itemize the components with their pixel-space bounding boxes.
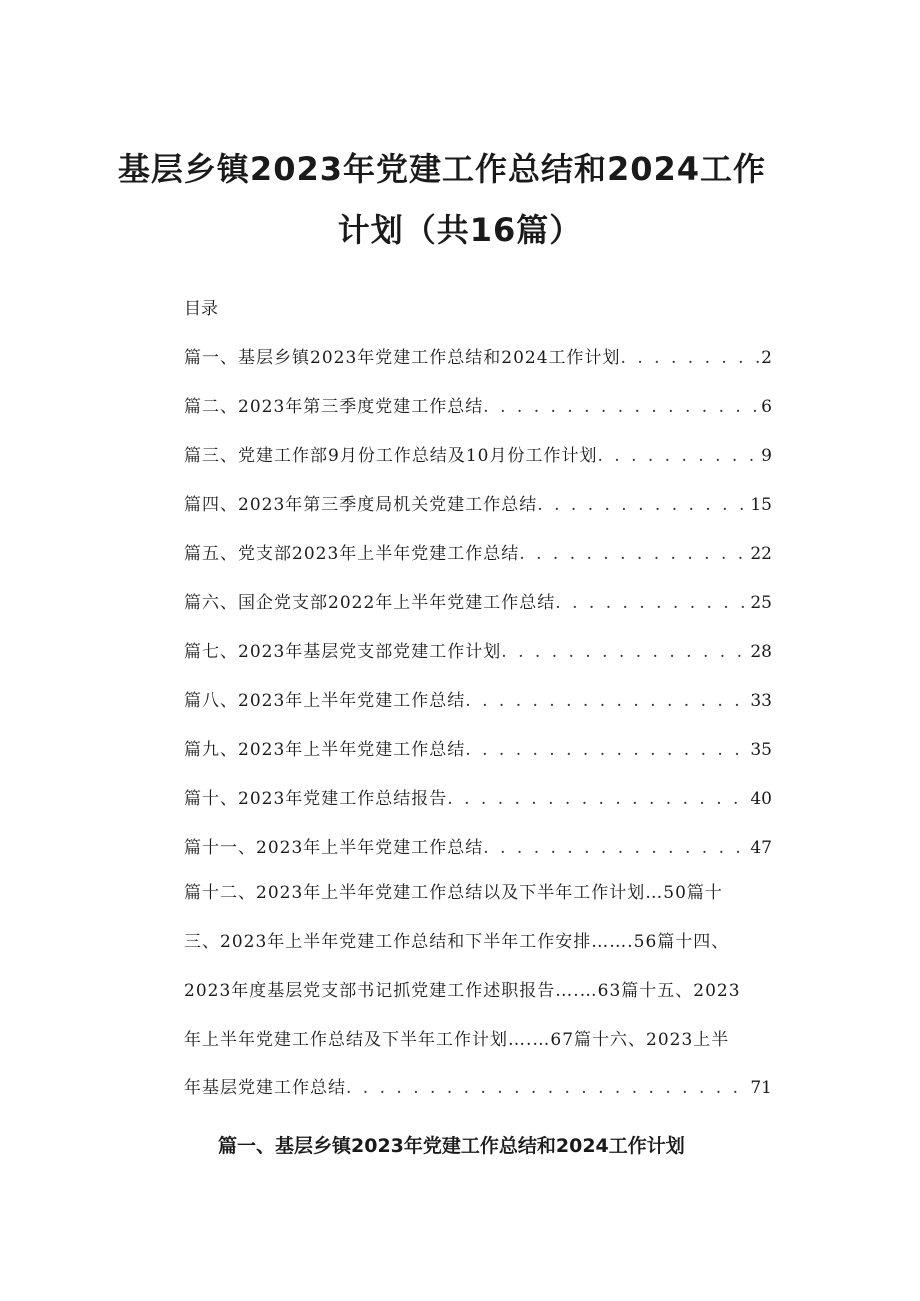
toc-entry-label: 篇五、党支部2023年上半年党建工作总结	[184, 544, 520, 564]
toc-entry-label: 篇七、2023年基层党支部党建工作计划	[184, 642, 502, 662]
toc-leader-dots	[597, 446, 759, 466]
toc-entry-label: 年基层党建工作总结	[184, 1078, 346, 1098]
toc-entry-label: 篇三、党建工作部9月份工作总结及10月份工作计划	[184, 446, 598, 466]
toc-entry-label: 篇八、2023年上半年党建工作总结	[184, 691, 466, 711]
toc-entry-label: 篇十一、2023年上半年党建工作总结	[184, 838, 484, 858]
toc-entry-label: 篇六、国企党支部2022年上半年党建工作总结	[184, 593, 556, 613]
toc-entry-page: 28	[750, 642, 772, 662]
document-title-line-2: 计划（共16篇）	[337, 211, 583, 249]
toc-leader-dots	[465, 740, 748, 760]
toc-entry[interactable]	[184, 485, 772, 515]
toc-entry-page: 35	[750, 740, 772, 760]
toc-entry-label: 篇九、2023年上半年党建工作总结	[184, 740, 466, 760]
toc-entry-page: 33	[750, 691, 772, 711]
toc-entry[interactable]	[184, 730, 772, 760]
toc-leader-dots	[555, 593, 748, 613]
toc-wrapped-line[interactable]: 年上半年党建工作总结及下半年工作计划….…67篇十六、2023上半	[184, 1030, 730, 1050]
toc-entry-label: 篇一、基层乡镇2023年党建工作总结和2024工作计划	[184, 348, 621, 368]
toc-entry[interactable]	[184, 779, 772, 809]
document-title-line-1: 基层乡镇2023年党建工作总结和2024工作	[117, 150, 767, 188]
toc-leader-dots	[465, 691, 748, 711]
toc-entry[interactable]	[184, 1068, 772, 1098]
toc-entry-page: 71	[750, 1078, 772, 1098]
toc-entry-label: 篇四、2023年第三季度局机关党建工作总结	[184, 495, 538, 515]
toc-leader-dots	[447, 789, 748, 809]
toc-entry-label: 篇二、2023年第三季度党建工作总结	[184, 397, 484, 417]
toc-entry-page: 6	[761, 397, 772, 417]
toc-entry[interactable]	[184, 828, 772, 858]
toc-entry-label: 篇十、2023年党建工作总结报告	[184, 789, 448, 809]
toc-entry-page: 40	[750, 789, 772, 809]
toc-wrapped-line[interactable]: 三、2023年上半年党建工作总结和下半年工作安排…….56篇十四、	[184, 932, 730, 952]
toc-leader-dots	[483, 838, 748, 858]
toc-leader-dots	[519, 544, 748, 564]
toc-entry[interactable]	[184, 681, 772, 711]
toc-entry-page: 22	[750, 544, 772, 564]
toc-entry[interactable]	[184, 534, 772, 564]
toc-entry-page: 25	[750, 593, 772, 613]
toc-leader-dots	[501, 642, 748, 662]
toc-entry-page: 9	[761, 446, 772, 466]
toc-entry[interactable]	[184, 583, 772, 613]
toc-entry[interactable]	[184, 338, 772, 368]
toc-heading: 目录	[184, 299, 218, 319]
toc-leader-dots	[346, 1078, 748, 1098]
toc-entry[interactable]	[184, 387, 772, 417]
toc-leader-dots	[537, 495, 748, 515]
toc-entry[interactable]	[184, 632, 772, 662]
toc-entry-page: 15	[750, 495, 772, 515]
toc-entry-page: 47	[750, 838, 772, 858]
toc-wrapped-line[interactable]: 篇十二、2023年上半年党建工作总结以及下半年工作计划…50篇十	[184, 883, 723, 903]
section-heading: 篇一、基层乡镇2023年党建工作总结和2024工作计划	[218, 1135, 685, 1157]
toc-entry[interactable]	[184, 436, 772, 466]
toc-wrapped-line[interactable]: 2023年度基层党支部书记抓党建工作述职报告….…63篇十五、2023	[184, 981, 741, 1001]
toc-leader-dots	[621, 348, 760, 368]
toc-leader-dots	[483, 397, 759, 417]
toc-entry-page: 2	[761, 348, 772, 368]
